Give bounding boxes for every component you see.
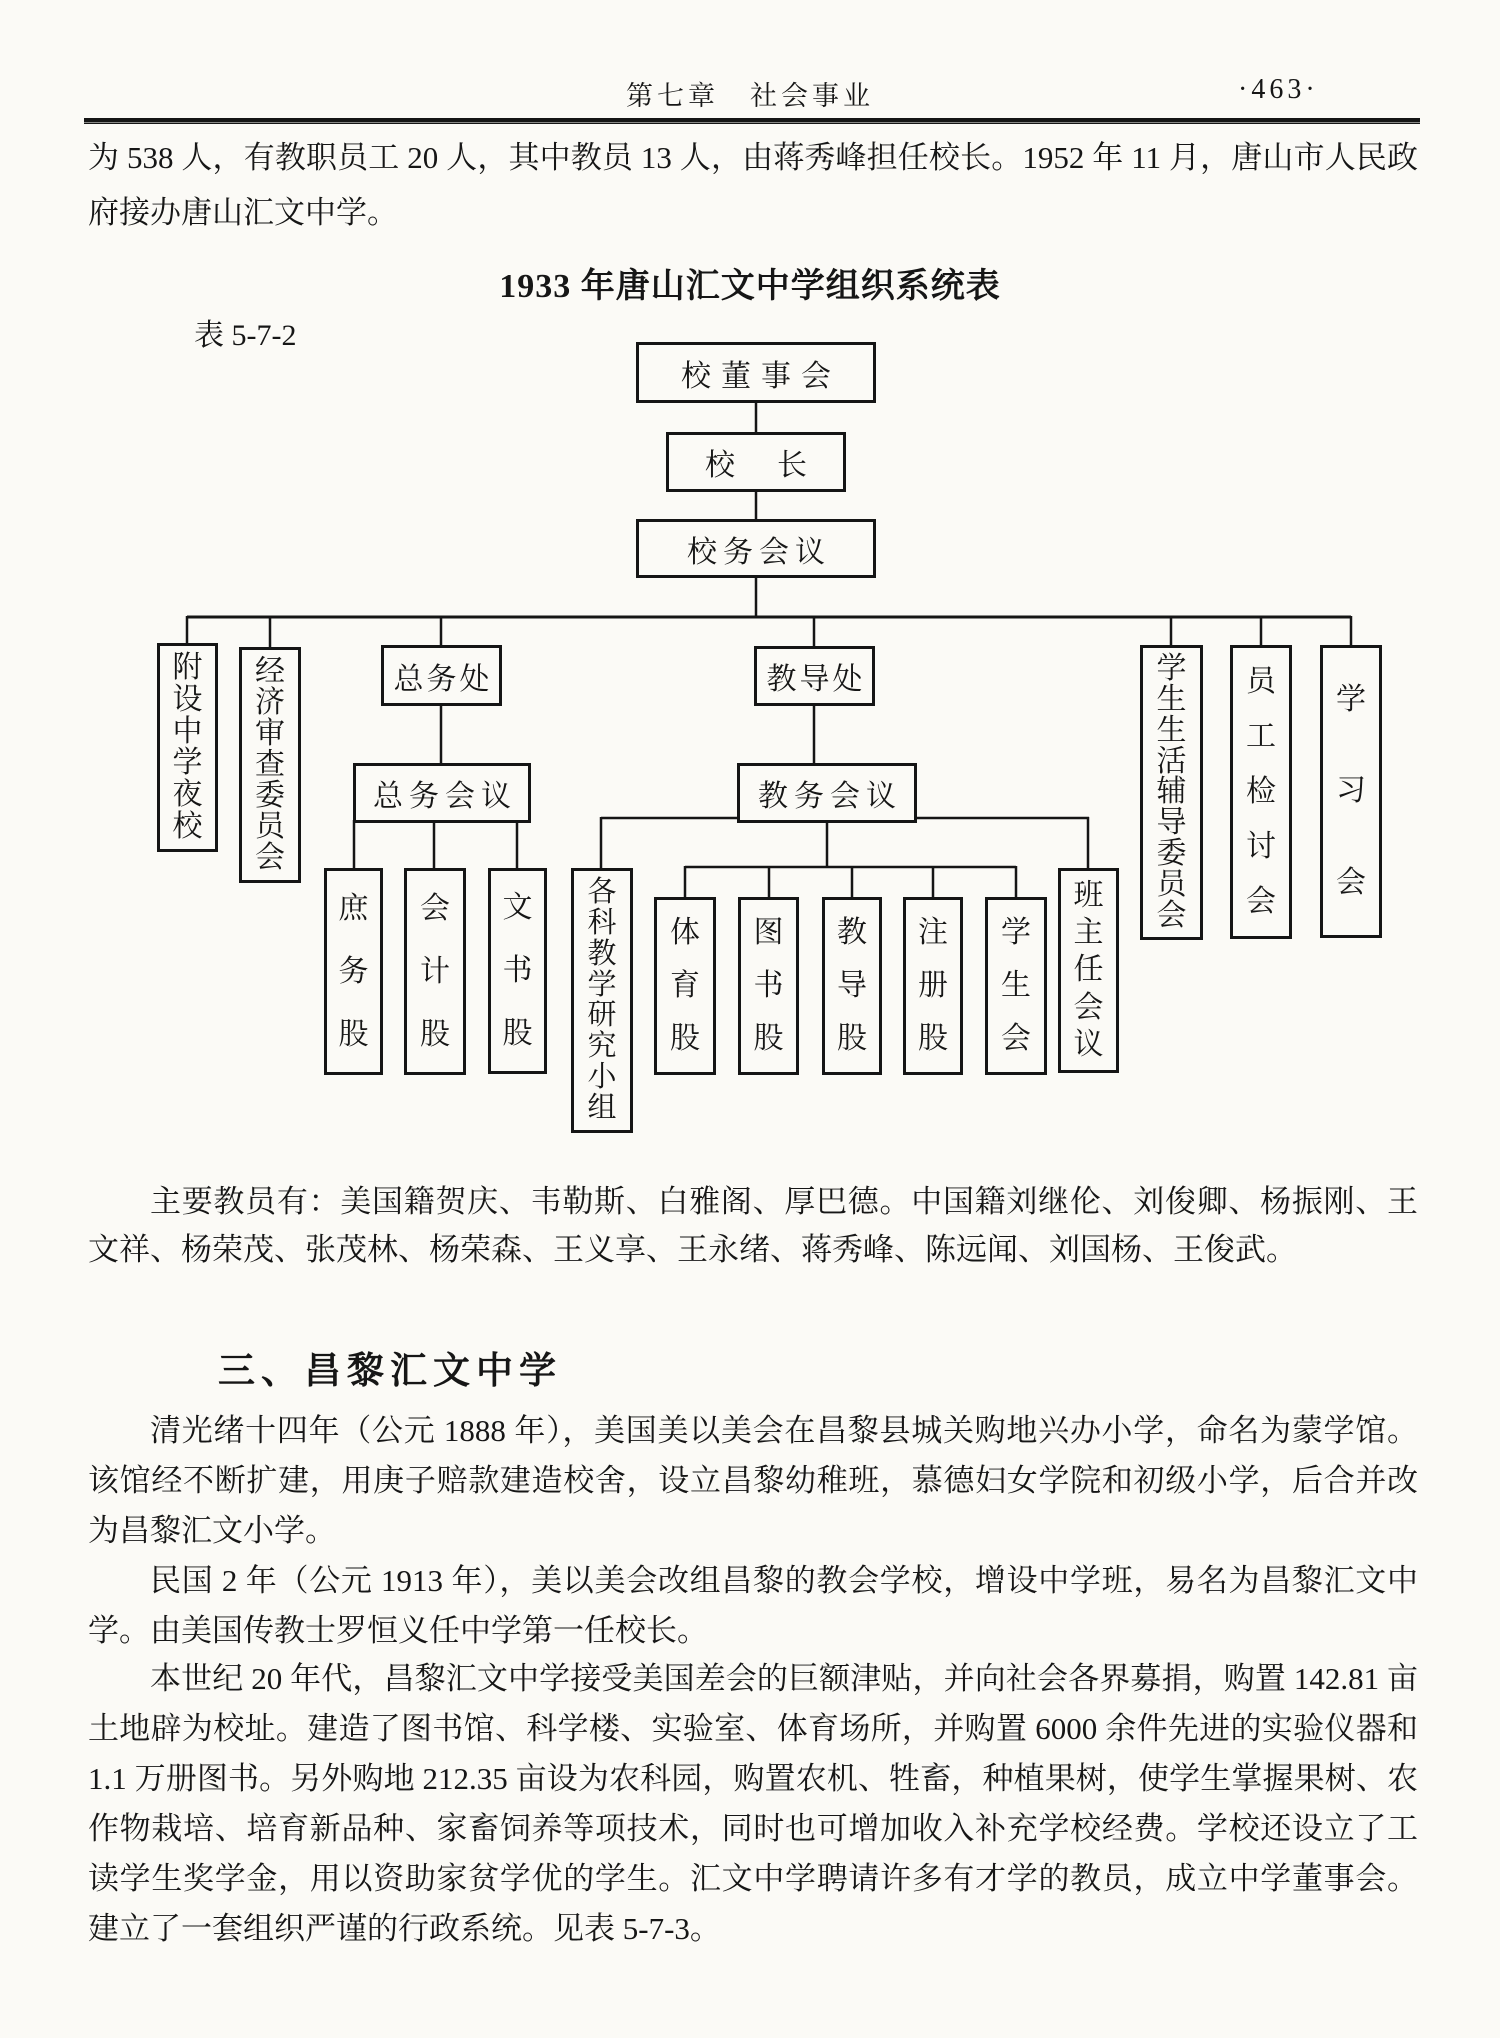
section-heading: 三、昌黎汇文中学 [218,1351,562,1392]
org-node-economic-audit-committee: 经 济 审 查 委 员 会 [239,647,301,883]
running-head-chapter: 第七章 社会事业 [626,81,874,111]
org-node-general-affairs-office: 总务处 [381,645,502,706]
org-node-principal: 校 长 [666,432,846,492]
org-node-guidance-section: 教 导 股 [822,897,882,1075]
paragraph-intro: 为 538 人，有教职员工 20 人，其中教员 13 人，由蒋秀峰担任校长。1952 年 11 月，唐山市人民政府接办唐山汇文中学。 [88,140,1418,230]
org-node-registration-section: 注 册 股 [903,897,963,1075]
page-number: ·463· [1238,74,1319,105]
org-node-study-meeting: 学 习 会 [1320,645,1382,938]
table-label: 表 5-7-2 [194,319,297,352]
paragraph-reorganization: 民国 2 年（公元 1913 年），美以美会改组昌黎的教会学校，增设中学班，易名为昌黎汇文中学。由美国传教士罗恒义任中学第一任校长。 [88,1563,1418,1648]
org-node-library-section: 图 书 股 [738,897,799,1075]
org-node-class-teacher-meeting: 班 主 任 会 议 [1058,868,1119,1073]
org-node-attached-night-school: 附 设 中 学 夜 校 [157,643,218,852]
org-node-general-affairs-meeting: 总务会议 [353,763,531,823]
paragraph-expansion: 本世纪 20 年代，昌黎汇文中学接受美国差会的巨额津贴，并向社会各界募捐，购置 142.81 亩土地辟为校址。建造了图书馆、科学楼、实验室、体育场所，并购置 6000 余件先进的实验仪器和 1.1 万册图书。另外购地 212.35 亩设为农科园，购置农机、牲畜，种植果树，使学生掌握果树、农作物栽培、培育新品种、家畜饲养等项技术，同时也可增加收入补充学校经费。学校还设立了工读学生奖学金，用以资助家贫学优的学生。汇文中学聘请许多有才学的教员，成立中学董事会。建立了一套组织严谨的行政系统。见表 5-7-3。 [88,1661,1418,1946]
org-node-academic-affairs-meeting: 教务会议 [737,763,917,823]
org-node-teaching-guidance-office: 教导处 [754,646,875,706]
org-node-school-affairs-meeting: 校务会议 [636,519,876,578]
org-node-board-of-trustees: 校董事会 [636,342,876,403]
org-node-staff-review-meeting: 员 工 检 讨 会 [1230,645,1292,939]
org-node-student-union: 学 生 会 [985,897,1047,1075]
org-node-accounting-section: 会 计 股 [404,868,466,1075]
org-node-student-life-committee: 学 生 生 活 辅 导 委 员 会 [1140,645,1203,940]
paragraph-founding: 清光绪十四年（公元 1888 年），美国美以美会在昌黎县城关购地兴办小学，命名为蒙学馆。该馆经不断扩建，用庚子赔款建造校舍，设立昌黎幼稚班，慕德妇女学院和初级小学，后合并改为昌黎汇文小学。 [88,1413,1418,1548]
org-node-clerical-section: 文 书 股 [488,868,547,1074]
org-node-subject-research-group: 各 科 教 学 研 究 小 组 [571,868,633,1133]
org-chart-title: 1933 年唐山汇文中学组织系统表 [499,268,1001,305]
org-node-misc-section: 庶 务 股 [324,868,383,1075]
paragraph-teachers: 主要教员有：美国籍贺庆、韦勒斯、白雅阁、厚巴德。中国籍刘继伦、刘俊卿、杨振刚、王文祥、杨荣茂、张茂林、杨荣森、王义享、王永绪、蒋秀峰、陈远闻、刘国杨、王俊武。 [88,1184,1418,1267]
org-node-pe-section: 体 育 股 [654,897,716,1075]
